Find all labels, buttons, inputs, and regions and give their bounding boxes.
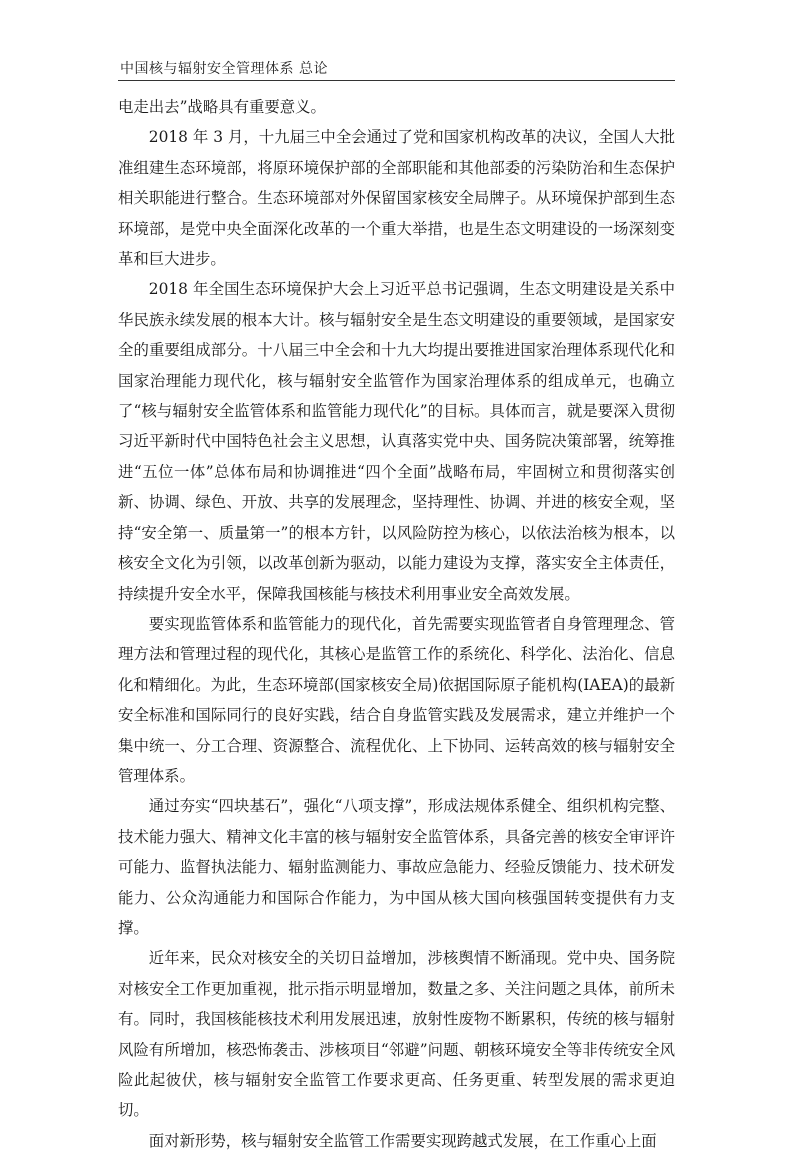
paragraph-four-cornerstones: 通过夯实“四块基石”，强化“八项支撑”，形成法规体系健全、组织机构完整、技术能力强大、精神文化丰富的核与辐射安全监管体系，具备完善的核安全审评许可能力、监督执法能力、辐射监测能力、事故应急能力、经验反馈能力、技术研发能力、公众沟通能力和国际合作能力，为中国从核大国向核强国转变提供有力支撑。 (118, 797, 675, 937)
paragraph-continuation: 电走出去”战略具有重要意义。 (118, 98, 326, 116)
running-header: 中国核与辐射安全管理体系 总论 (120, 61, 328, 77)
paragraph-ministry-reform: 2018 年 3 月，十九届三中全会通过了党和国家机构改革的决议，全国人大批准组建生态环境部，将原环境保护部的全部职能和其他部委的污染防治和生态保护相关职能进行整合。生态环境部对外保留国家核安全局牌子。从环境保护部到生态环境部，是党中央全面深化改革的一个重大举措，也是生态文明建设的一场深刻变革和巨大进步。 (118, 128, 675, 269)
body-text (118, 92, 675, 1156)
paragraph-modernization: 要实现监管体系和监管能力的现代化，首先需要实现监管者自身管理理念、管理方法和管理过程的现代化，其核心是监管工作的系统化、科学化、法治化、信息化和精细化。为此，生态环境部(国家核安全局)依据国际原子能机构(IAEA)的最新安全标准和国际同行的良好实践，结合自身监管实践及发展需求，建立并维护一个集中统一、分工合理、资源整合、流程优化、上下协同、运转高效的核与辐射安全管理体系。 (118, 614, 675, 785)
paragraph-ecological-conference: 2018 年全国生态环境保护大会上习近平总书记强调，生态文明建设是关系中华民族永续发展的根本大计。核与辐射安全是生态文明建设的重要领域，是国家安全的重要组成部分。十八届三中全会和十九大均提出要推进国家治理体系现代化和国家治理能力现代化，核与辐射安全监管作为国家治理体系的组成单元，也确立了“核与辐射安全监管体系和监管能力现代化”的目标。具体而言，就是要深入贯彻习近平新时代中国特色社会主义思想，认真落实党中央、国务院决策部署，统筹推进“五位一体”总体布局和协调推进“四个全面”战略布局，牢固树立和贯彻落实创新、协调、绿色、开放、共享的发展理念，坚持理性、协调、并进的核安全观，坚持“安全第一、质量第一”的根本方针，以风险防控为核心，以依法治核为根本，以核安全文化为引领，以改革创新为驱动，以能力建设为支撑，落实安全主体责任，持续提升安全水平，保障我国核能与核技术利用事业安全高效发展。 (118, 280, 675, 603)
header-divider (118, 80, 675, 81)
paragraph-new-situation: 面对新形势，核与辐射安全监管工作需要实现跨越式发展，在工作重心上面 (148, 1131, 657, 1150)
paragraph-public-concern: 近年来，民众对核安全的关切日益增加，涉核舆情不断涌现。党中央、国务院对核安全工作更加重视，批示指示明显增加，数量之多、关注问题之具体，前所未有。同时，我国核能核技术利用发展迅速，放射性废物不断累积，传统的核与辐射风险有所增加，核恐怖袭击、涉核项目“邻避”问题、朝核环境安全等非传统安全风险此起彼伏，核与辐射安全监管工作要求更高、任务更重、转型发展的需求更迫切。 (118, 949, 675, 1120)
